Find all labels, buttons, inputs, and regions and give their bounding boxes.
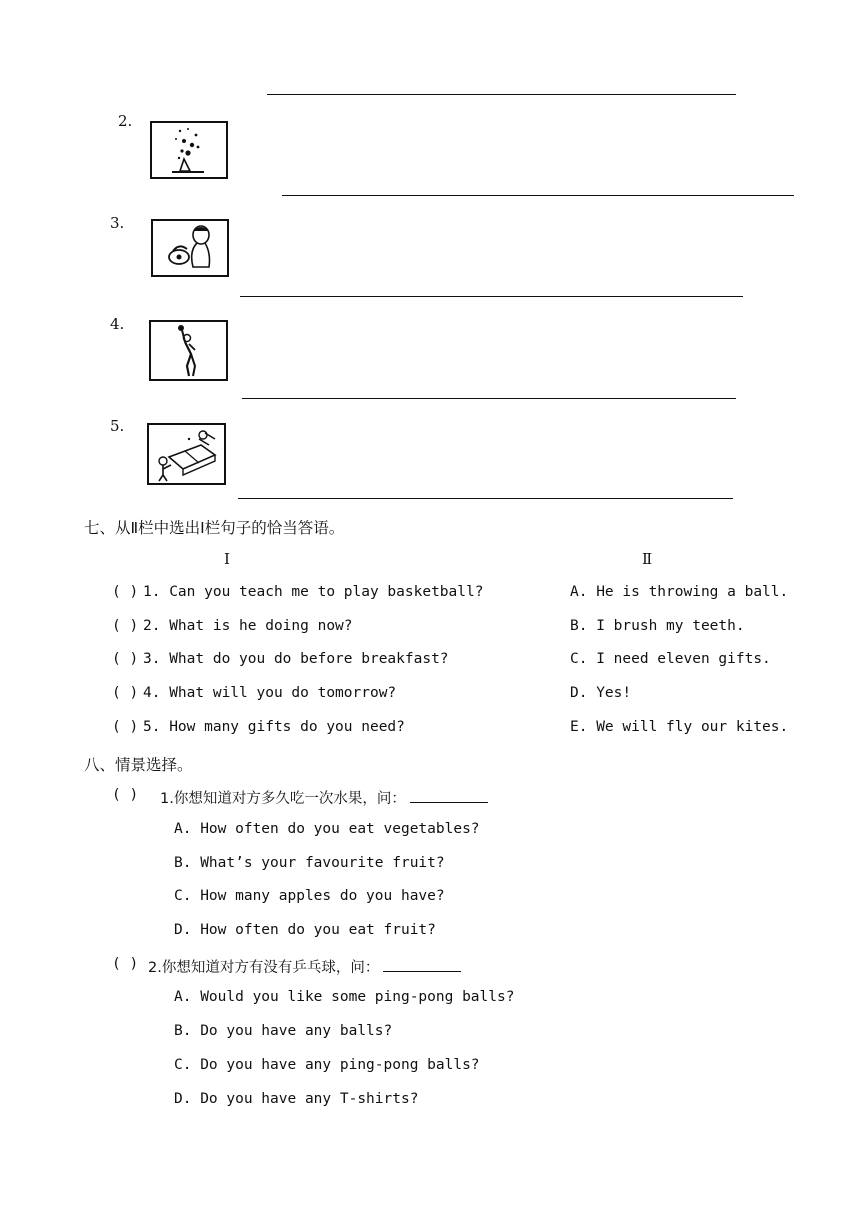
answer-paren[interactable]: ( )	[112, 685, 139, 701]
answer-option: D. Yes!	[570, 685, 632, 701]
answer-option: E. We will fly our kites.	[570, 719, 789, 735]
choice-option: C. How many apples do you have?	[174, 888, 445, 904]
choice-option: D. Do you have any T-shirts?	[174, 1091, 419, 1107]
choice-option: A. How often do you eat vegetables?	[174, 821, 480, 837]
column-1-heading: I	[224, 550, 230, 568]
question-prompt	[160, 787, 488, 808]
item-number: 4.	[110, 315, 125, 333]
answer-line-5[interactable]	[238, 498, 733, 499]
question-text: 4. What will you do tomorrow?	[143, 685, 397, 701]
ball-throwing-picture	[149, 320, 228, 381]
choice-option: B. Do you have any balls?	[174, 1023, 393, 1039]
column-2-heading: Ⅱ	[642, 550, 653, 568]
answer-option: B. I brush my teeth.	[570, 618, 745, 634]
ping-pong-picture	[147, 423, 226, 485]
answer-line-2[interactable]	[282, 195, 794, 196]
fireworks-picture	[150, 121, 228, 179]
answer-paren[interactable]: ( )	[112, 618, 139, 634]
answer-paren[interactable]: ( )	[112, 651, 139, 667]
answer-line-3[interactable]	[240, 296, 743, 297]
question-text: 2. What is he doing now?	[143, 618, 353, 634]
answer-option: C. I need eleven gifts.	[570, 651, 771, 667]
answer-paren[interactable]: ( )	[112, 787, 139, 803]
answer-line-1[interactable]	[267, 94, 736, 95]
choice-option: D. How often do you eat fruit?	[174, 922, 436, 938]
choice-option: B. What’s your favourite fruit?	[174, 855, 445, 871]
item-number: 3.	[110, 214, 125, 232]
section-8-title: 八、情景选择。	[84, 756, 193, 774]
item-number: 2.	[118, 112, 133, 130]
answer-paren[interactable]: ( )	[112, 584, 139, 600]
answer-blank[interactable]	[410, 788, 488, 803]
question-text: 3. What do you do before breakfast?	[143, 651, 449, 667]
choice-option: A. Would you like some ping-pong balls?	[174, 989, 515, 1005]
question-prompt-text: 1.你想知道对方多久吃一次水果，问：	[160, 791, 406, 807]
choice-option: C. Do you have any ping-pong balls?	[174, 1057, 480, 1073]
section-7-title: 七、从Ⅱ栏中选出Ⅰ栏句子的恰当答语。	[84, 519, 345, 537]
question-prompt-text: 2.你想知道对方有没有乒乓球，问：	[148, 960, 380, 976]
answer-blank[interactable]	[383, 957, 461, 972]
question-text: 5. How many gifts do you need?	[143, 719, 405, 735]
question-prompt	[148, 956, 461, 977]
answer-option: A. He is throwing a ball.	[570, 584, 789, 600]
question-text: 1. Can you teach me to play basketball?	[143, 584, 484, 600]
answer-paren[interactable]: ( )	[112, 719, 139, 735]
answer-paren[interactable]: ( )	[112, 956, 139, 972]
telephone-picture	[151, 219, 229, 277]
item-number: 5.	[110, 417, 125, 435]
answer-line-4[interactable]	[242, 398, 736, 399]
